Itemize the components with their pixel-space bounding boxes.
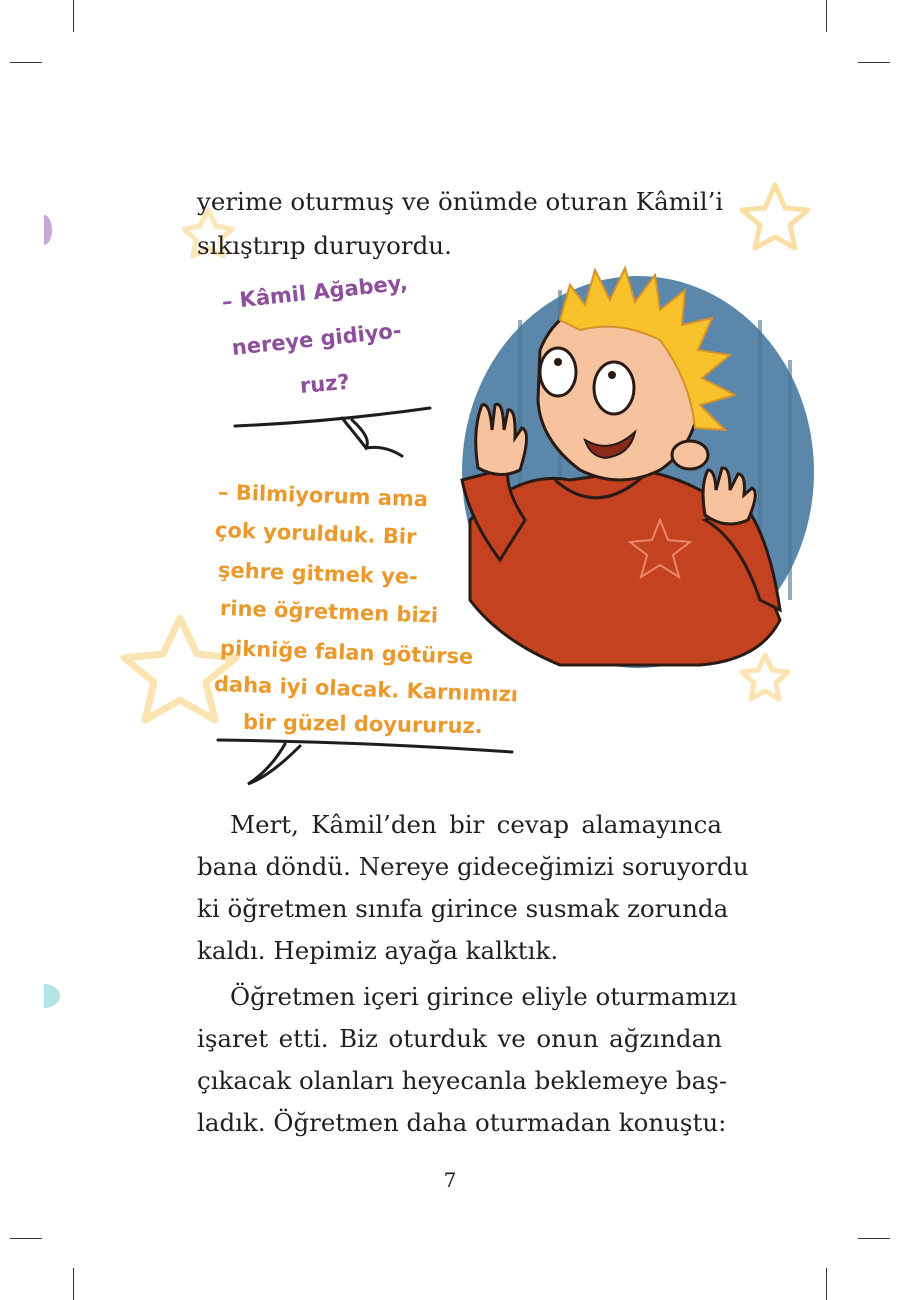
speech-tail-icon [218, 740, 512, 784]
star-icon [742, 185, 808, 248]
speech-text-line: – Kâmil Ağabey, [220, 270, 409, 314]
speech-text-line: çok yorulduk. Bir [214, 518, 417, 550]
body-text-line: yerime oturmuş ve önümde oturan Kâmil’i [197, 187, 724, 216]
speech-text-line: daha iyi olacak. Karnımızı [213, 672, 519, 707]
boy-illustration [462, 268, 814, 668]
speech-text-line: – Bilmiyorum ama [217, 480, 429, 512]
body-text-line: bana döndü. Nereye gideceğimizi soruyordu [197, 852, 749, 881]
body-text-line: işaret etti. Biz oturduk ve onun ağzından [197, 1024, 722, 1053]
page-number: 7 [443, 1168, 457, 1192]
speech-tail-icon [235, 408, 430, 456]
speech-text-line: nereye gidiyo- [230, 318, 403, 360]
speech-text-line: rine öğretmen bizi [219, 596, 439, 628]
speech-text-line: bir güzel doyururuz. [242, 710, 483, 739]
speech-text-line: pikniğe falan götürse [219, 636, 474, 669]
body-text-line: ki öğretmen sınıfa girince susmak zorunda [197, 894, 729, 923]
purple-edge-tab [44, 215, 52, 245]
teal-edge-tab [44, 984, 60, 1008]
star-icon [124, 618, 236, 720]
body-text-line: sıkıştırıp duruyordu. [197, 231, 452, 260]
speech-text-line: ruz? [298, 369, 351, 398]
body-text-line: Mert, Kâmil’den bir cevap alamayınca [230, 810, 722, 839]
body-text-line: kaldı. Hepimiz ayağa kalktık. [197, 936, 559, 965]
speech-text-line: şehre gitmek ye- [217, 558, 419, 589]
body-text-line: ladık. Öğretmen daha oturmadan konuştu: [197, 1108, 727, 1137]
body-text-line: çıkacak olanları heyecanla beklemeye baş- [197, 1066, 728, 1095]
star-icon [742, 655, 788, 699]
body-text-line: Öğretmen içeri girince eliyle oturmamızı [230, 982, 738, 1011]
